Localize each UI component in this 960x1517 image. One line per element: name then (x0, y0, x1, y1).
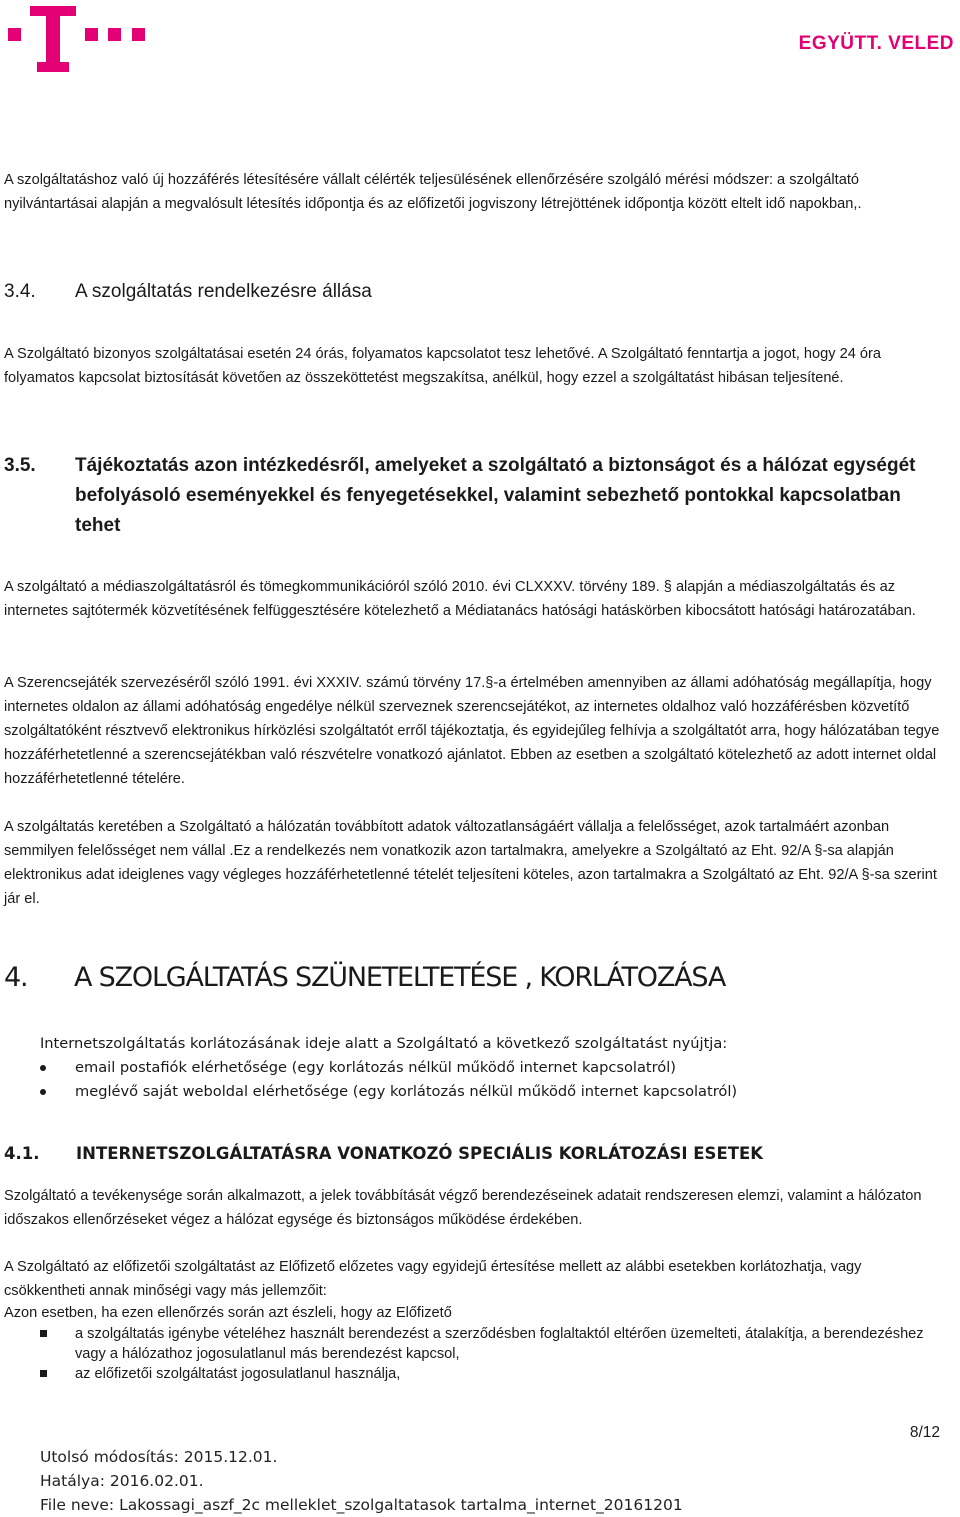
chapter-title: A SZOLGÁLTATÁS SZÜNETELTETÉSE , KORLÁTOZÁSA (74, 962, 726, 993)
section-title: Tájékoztatás azon intézkedésről, amelyeket a szolgáltató a biztonságot és a hálózat egységét befolyásoló eseményekkel és fenyegetésekkel, valamint sebezhető pontokkal kapcsolatban tehet (75, 455, 916, 536)
list-item: a szolgáltatás igénybe vételéhez használt berendezést a szerződésben foglaltaktól eltérően üzemelteti, átalakítja, a berendezéshez vagy a hálózathoz jogosulatlanul más berendezést kapcsol, (40, 1324, 936, 1364)
section-4-1-paragraph-1: Szolgáltató a tevékenysége során alkalmazott, a jelek továbbítását végző berendezéseinek adatait rendszeresen elemzi, valamint a hálózaton időszakos ellenőrzéseket végez a hálózat egysége és biztonságos működése érdekében. (4, 1188, 922, 1228)
last-modified: Utolsó módosítás: 2015.12.01. (40, 1448, 278, 1466)
chapter-number: 4. (4, 962, 28, 993)
chapter-4-heading (4, 960, 725, 996)
section-title: INTERNETSZOLGÁLTATÁSRA VONATKOZÓ SPECIÁLIS KORLÁTOZÁSI ESETEK (76, 1144, 764, 1163)
service-list (40, 1056, 737, 1104)
chapter-4-intro: Internetszolgáltatás korlátozásának ideje alatt a Szolgáltató a következő szolgáltatást nyújtja: (40, 1035, 728, 1052)
section-3-5-paragraph-3: A szolgáltatás keretében a Szolgáltató a hálózatán továbbított adatok változatlanságáért vállalja a felelősséget, azok tartalmáért azonban semmilyen felelősséget nem vállal .Ez a rendelkezés nem vonatkozik azon tartalmakra, amelyekre a Szolgáltató az Eht. 92/A §-sa alapján elektronikus adat ideiglenes vagy végleges hozzáférhetetlenné tételét teljesíteni köteles, azon tartalmakra a Szolgáltató az Eht. 92/A §-sa szerint jár el. (4, 819, 937, 907)
section-3-4-heading (4, 277, 944, 307)
section-3-4-paragraph: A Szolgáltató bizonyos szolgáltatásai esetén 24 órás, folyamatos kapcsolatot tesz lehetővé. A Szolgáltató fenntartja a jogot, hogy 24 óra folyamatos kapcsolat biztosítását követően az összeköttetést megszakítsa, anélkül, hogy ezzel a szolgáltatást hibásan teljesítené. (4, 346, 881, 386)
section-4-1-paragraph-2: A Szolgáltató az előfizetői szolgáltatást az Előfizető előzetes vagy egyidejű értesítése mellett az alábbi esetekben korlátozhatja, vagy csökkentheti annak minőségi vagy más jellemzőit: (4, 1259, 862, 1299)
list-item: email postafiók elérhetősége (egy korlátozás nélkül működő internet kapcsolatról) (40, 1056, 737, 1080)
section-number: 3.5. (4, 455, 36, 476)
section-4-1-heading (4, 1141, 763, 1167)
section-3-5-paragraph-1: A szolgáltató a médiaszolgáltatásról és tömegkommunikációról szóló 2010. évi CLXXXV. törvény 189. § alapján a médiaszolgáltatás és az internetes sajtótermék közvetítésének felfüggesztésére kötelezhető a Médiatanács hatósági hatáskörben kibocsátott hatósági határozatában. (4, 579, 916, 619)
intro-paragraph: A szolgáltatáshoz való új hozzáférés létesítésére vállalt célérték teljesülésének ellenőrzésére szolgáló mérési módszer: a szolgáltató nyilvántartásai alapján a megvalósult létesítés időpontja és az előfizetői jogviszony létrejöttének időpontja között eltelt idő napokban,. (4, 172, 862, 212)
section-4-1-lead: Azon esetben, ha ezen ellenőrzés során azt észleli, hogy az Előfizető (4, 1305, 452, 1321)
effective-date: Hatálya: 2016.02.01. (40, 1472, 204, 1490)
telekom-t-logo-icon (8, 6, 148, 72)
square-bullet-icon (40, 1330, 47, 1337)
list-item: meglévő saját weboldal elérhetősége (egy korlátozás nélkül működő internet kapcsolatról) (40, 1080, 737, 1104)
bullet-icon (40, 1065, 46, 1071)
section-title: A szolgáltatás rendelkezésre állása (75, 281, 372, 302)
square-bullet-icon (40, 1370, 47, 1377)
section-3-5-paragraph-2: A Szerencsejáték szervezéséről szóló 1991. évi XXXIV. számú törvény 17.§-a értelmében amennyiben az állami adóhatóság megállapítja, hogy internetes oldalon az állami adóhatóság engedélye nélkül szerveznek szerencsejátékot, az internetes oldalhoz való hozzáférésben közvetítő szolgáltatóként résztvevő elektronikus hírközlési szolgáltatót erről tájékoztatja, és egyidejűleg felhívja a szolgáltatót arra, hogy hálózatában tegye hozzáférhetetlenné a szerencsejátékban való részvételre vonatkozó ajánlatot. Ebben az esetben a szolgáltató kötelezhető az adott internet oldal hozzáférhetetlenné tételére. (4, 675, 940, 787)
list-item: az előfizetői szolgáltatást jogosulatlanul használja, (40, 1364, 936, 1384)
page-number: 8/12 (909, 1424, 940, 1441)
restriction-case-list (40, 1324, 936, 1384)
section-number: 4.1. (4, 1144, 40, 1163)
file-name: File neve: Lakossagi_aszf_2c melleklet_szolgaltatasok tartalma_internet_20161201 (40, 1496, 683, 1514)
section-number: 3.4. (4, 281, 36, 302)
brand-slogan: EGYÜTT. VELED (798, 33, 954, 54)
bullet-icon (40, 1089, 46, 1095)
document-footer (40, 1445, 683, 1517)
section-3-5-heading (4, 451, 944, 541)
